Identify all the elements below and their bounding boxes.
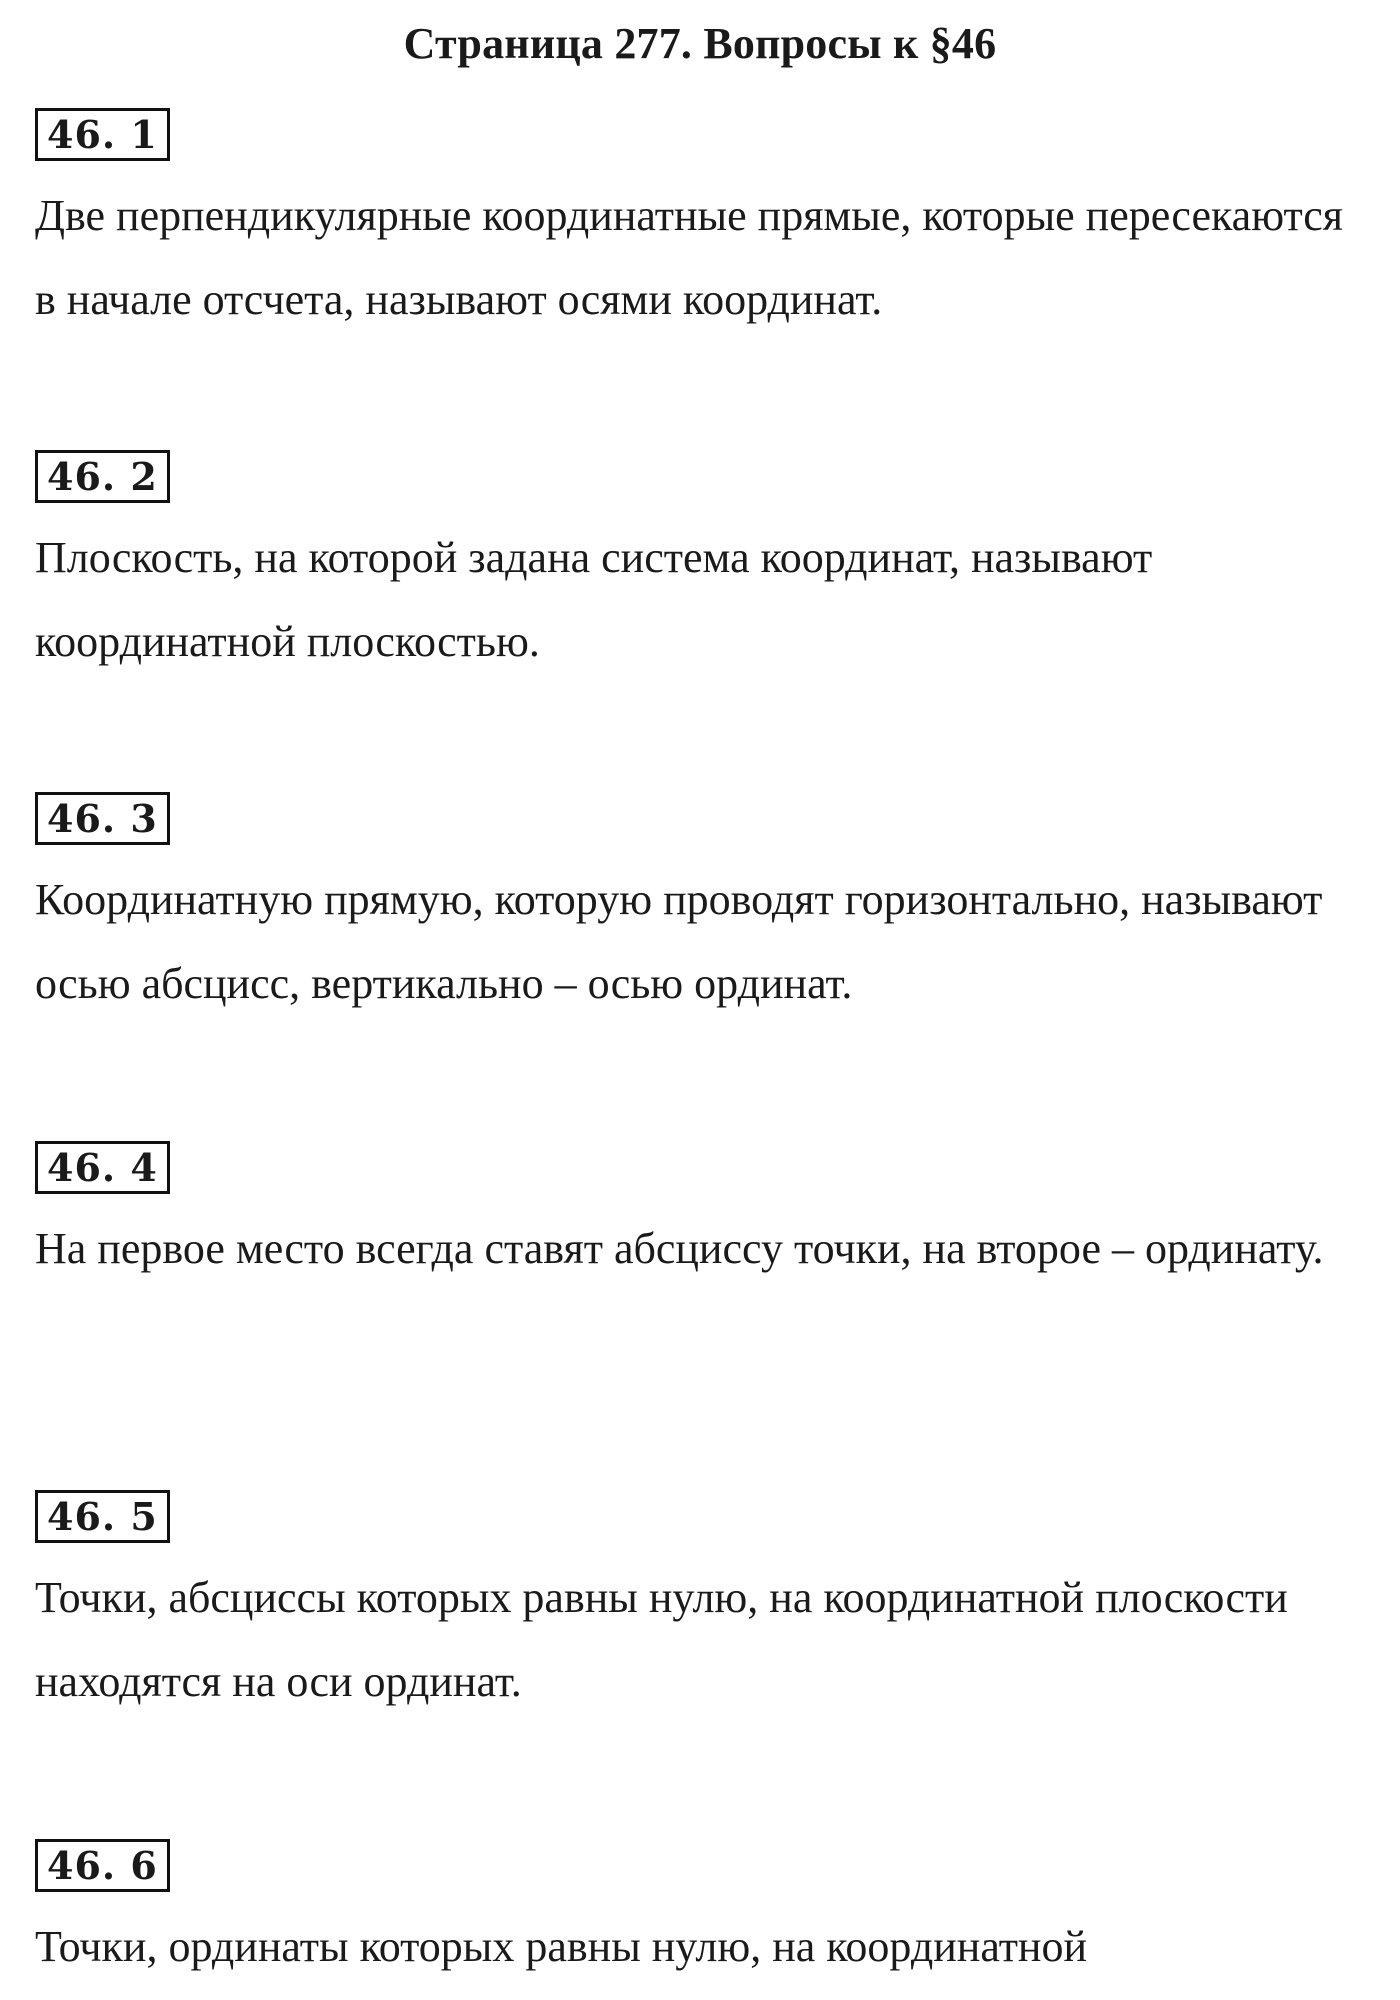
- question-answer: На первое место всегда ставят абсциссу точки, на второе – ординату.: [35, 1224, 1324, 1273]
- question-number: 46. 1: [35, 108, 170, 161]
- question-answer: Плоскость, на которой задана система координат, называют координатной плоскостью.: [35, 533, 1153, 666]
- question-number: 46. 3: [35, 792, 170, 845]
- question-number: 46. 2: [35, 450, 170, 503]
- question-number: 46. 5: [35, 1490, 170, 1543]
- question-answer: Две перпендикулярные координатные прямые, которые пересекаются в начале отсчета, называют осями координат.: [35, 191, 1344, 324]
- question-46-2: [35, 450, 1365, 684]
- question-46-6: [35, 1839, 1365, 1989]
- question-number: 46. 6: [35, 1839, 170, 1892]
- question-46-3: [35, 792, 1365, 1026]
- question-answer: Точки, абсциссы которых равны нулю, на координатной плоскости находятся на оси ординат.: [35, 1573, 1288, 1706]
- page-title: Страница 277. Вопросы к §46: [403, 19, 997, 68]
- question-46-5: [35, 1490, 1365, 1724]
- question-number: 46. 4: [35, 1141, 170, 1194]
- question-answer: Координатную прямую, которую проводят горизонтально, называют осью абсцисс, вертикально – осью ординат.: [35, 875, 1323, 1008]
- question-answer: Точки, ординаты которых равны нулю, на координатной: [35, 1922, 1088, 1971]
- question-46-4: [35, 1141, 1365, 1291]
- question-46-1: [35, 108, 1365, 342]
